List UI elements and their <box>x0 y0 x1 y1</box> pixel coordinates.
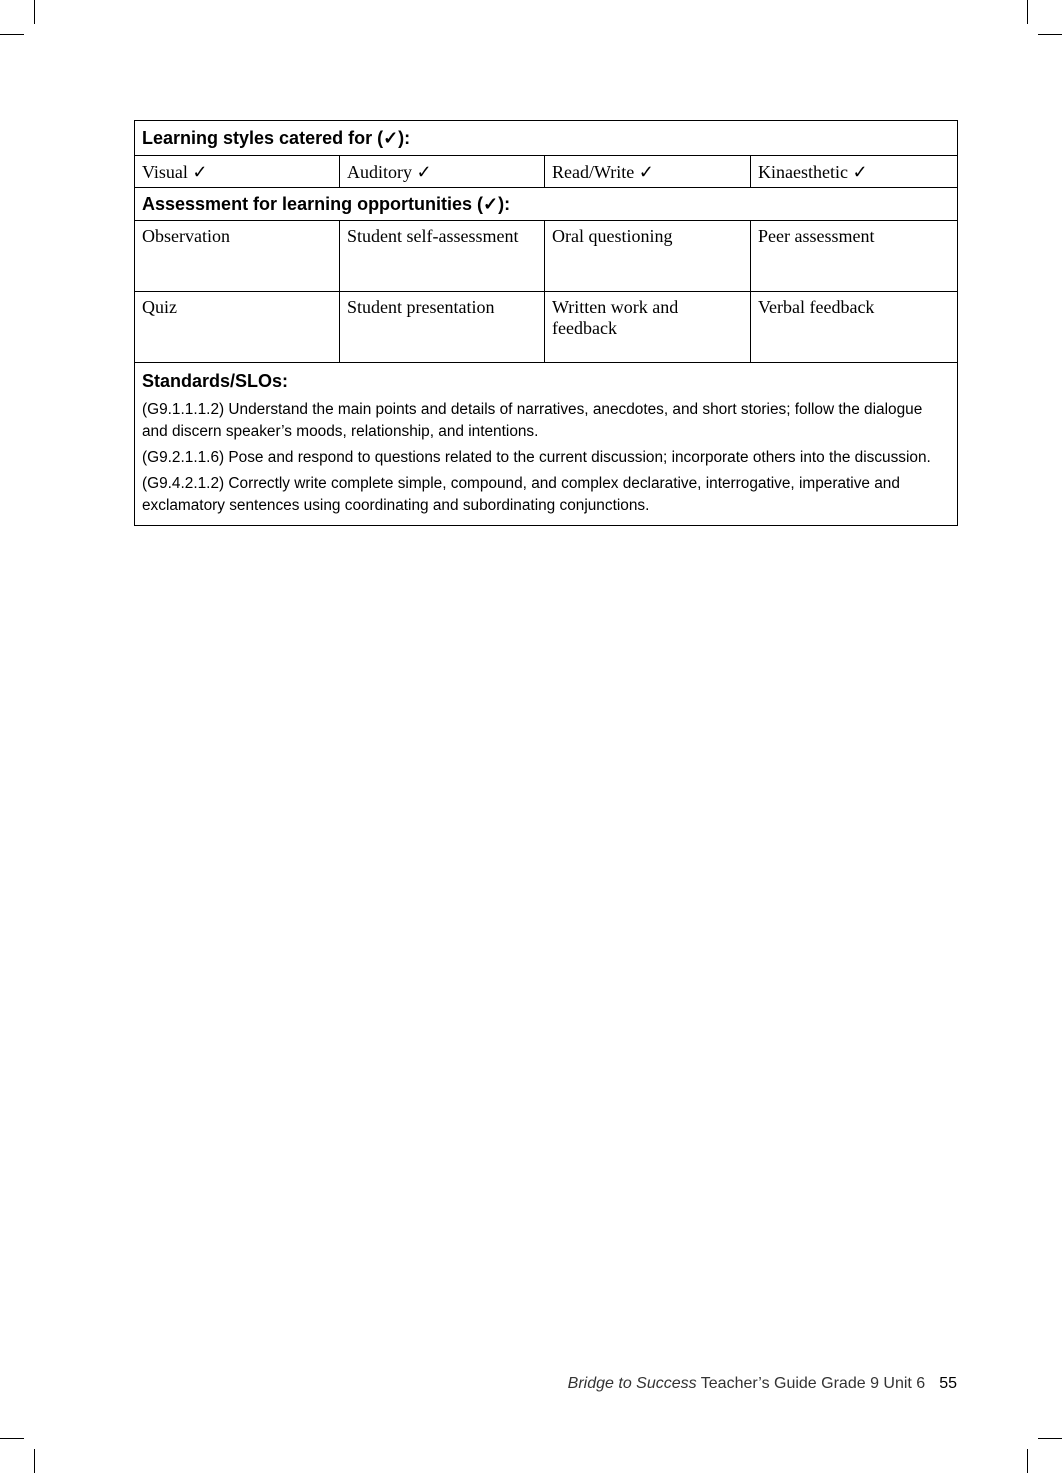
assessment-written-work: Written work and feedback <box>545 292 751 363</box>
assessment-verbal-feedback: Verbal feedback <box>751 292 958 363</box>
learning-style-visual: Visual ✓ <box>135 156 340 188</box>
standard-item: (G9.1.1.1.2) Understand the main points and details of narratives, anecdotes, and short stories; follow the dialogue and discern speaker’s moods, relationship, and intentions. <box>142 401 923 440</box>
assessment-oral-questioning: Oral questioning <box>545 221 751 292</box>
learning-style-kinaesthetic: Kinaesthetic ✓ <box>751 156 958 188</box>
crop-mark <box>34 1449 35 1473</box>
crop-mark <box>0 1438 24 1439</box>
assessment-peer-assessment: Peer assessment <box>751 221 958 292</box>
standard-item: (G9.4.2.1.2) Correctly write complete simple, compound, and complex declarative, interrogative, imperative and exclamatory sentences using coordinating and subordinating conjunctions. <box>142 475 900 514</box>
footer-guide-text: Teacher’s Guide Grade 9 Unit 6 <box>696 1375 926 1392</box>
learning-style-read-write: Read/Write ✓ <box>545 156 751 188</box>
crop-mark <box>1027 1449 1028 1473</box>
assessment-student-presentation: Student presentation <box>340 292 545 363</box>
standard-item: (G9.2.1.1.6) Pose and respond to questions related to the current discussion; incorporate others into the discussion. <box>142 449 931 466</box>
learning-style-auditory: Auditory ✓ <box>340 156 545 188</box>
crop-mark <box>1038 1438 1062 1439</box>
learning-styles-header: Learning styles catered for (✓): <box>135 121 958 156</box>
assessment-header: Assessment for learning opportunities (✓): <box>135 188 958 221</box>
crop-mark <box>34 0 35 24</box>
footer-book-title: Bridge to Success <box>567 1375 697 1392</box>
assessment-observation: Observation <box>135 221 340 292</box>
standards-header: Standards/SLOs: <box>142 371 289 391</box>
lesson-plan-table <box>134 120 958 526</box>
crop-mark <box>0 34 24 35</box>
page-footer <box>568 1375 957 1393</box>
crop-mark <box>1027 0 1028 24</box>
crop-mark <box>1038 34 1062 35</box>
page-number: 55 <box>939 1375 957 1392</box>
assessment-self-assessment: Student self-assessment <box>340 221 545 292</box>
assessment-quiz: Quiz <box>135 292 340 363</box>
standards-section <box>135 363 958 526</box>
